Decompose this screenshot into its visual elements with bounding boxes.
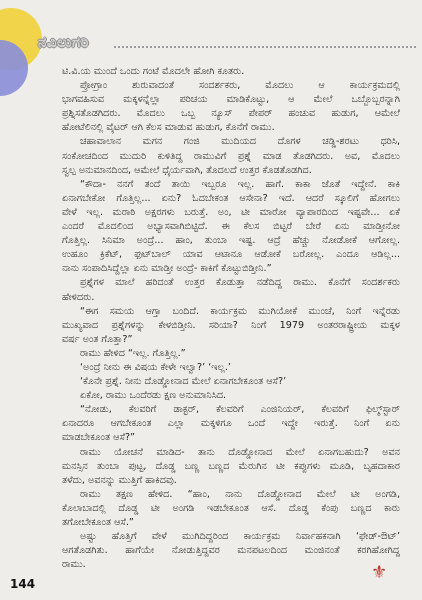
text-line: ‘ಅಂದ್ರೆ ನೀನು ಈ ವಿಷಯ ಕೇಳೇ ಇಲ್ವಾ?’ ‘ಇಲ್ಲ.’ (80, 361, 231, 373)
text-line: ಚಹಾವಾಲಾನ ಮಗನ ಗಂಜಿ ಮುದಿಯದ ದೊಗಳ ಚಡ್ಡಿ-ಶರಟು ಧರಿಸಿ, (80, 136, 400, 148)
text-line: ಮಾಡಬೇಕೂಂತ ಆಸೆ?” (62, 432, 136, 444)
text-line: ಹೋಟೆಲಿನಲ್ಲಿ ವೈಟರ್ ಆಗಿ ಕೆಲಸ ಮಾಡುವ ಹುಡುಗ, ಕೊನೆಗೆ ರಾಮು. (62, 122, 275, 134)
text-line: ಅಷ್ಟು ಹೊತ್ತಿಗೆ ವೇಳೆ ಮುಗಿದಿದ್ದರಿಂದ ಕಾರ್ಯಕ್ರಮ ನಿರ್ವಾಹಕನಾಗಿ ‘ಫೇಡ್-ಔಟ್’ (80, 531, 400, 543)
text-line: ಹೇಳಿದರು. (62, 291, 95, 303)
text-line: ರಾಮು. (62, 559, 86, 571)
fleur-de-lis-icon (371, 564, 387, 582)
text-line: ಭಾಗವಹಿಸುವ ಮಕ್ಕಳನ್ನೆಲ್ಲಾ ಪರಿಚಯ ಮಾಡಿಕೊಟ್ಟು, ಆ ಮೇಲೆ ಒಬ್ಬೊಬ್ಬರನ್ನಾಗಿ (62, 94, 400, 106)
text-line: ಎಂದರೆ ಮೊದಲಿಂದ ಅಭ್ಯಾಸವಾಗಿಬಿಟ್ಟಿದೆ. ಈ ಕೆಲಸ ಬಿಟ್ಟರೆ ಬೇರೆ ಏನು ಮಾಡ್ತೀನೋ (62, 221, 400, 233)
text-line: ಮನಸ್ಸಿನ ತುಂಬಾ ಪುಟ್ಟ, ದೊಡ್ಡ ಬಣ್ಣ ಬಣ್ಣದ ಮೆರುಗಿನ ಟೀ ಕಪ್ಪುಗಳು ಮೂಡಿ, ಬೃಹದಾಕಾರ (62, 460, 400, 472)
text-line: ತಳೆದು, ಅವನನ್ನು ಮುತ್ತಿಗೆ ಹಾಕಿದವು. (62, 474, 177, 486)
text-line: ಸ್ವಲ್ಪ ಅನುಮಾನದಿಂದ, ಆಮೇಲೆ ಧೈರ್ಯವಾಗಿ, ತೊದಲದೆ ಉತ್ತರ ಕೊಡತೊಡಗಿದ. (62, 164, 312, 176)
text-line: ರಾಮು ಹೇಳಿದ “ಇಲ್ಲ. ಗೊತ್ತಿಲ್ಲ.” (80, 347, 186, 359)
text-line: ಕೊಲಾಬಾದಲ್ಲಿ ದೊಡ್ಡ ಟೀ ಅಂಗಡಿ ಇಡಬೇಕೂಂತ ಆಸೆ. ದೊಡ್ಡ ಕೆಂಪು ಬಣ್ಣದ ಕಾರು (62, 502, 400, 514)
text-line: ‘ಕೊನೇ ಪ್ರಶ್ನೆ. ನೀನು ದೊಡ್ಡೋನಾದ ಮೇಲೆ ಏನಾಗಬೇಕೂಂತ ಆಸೆ?’ (80, 376, 287, 388)
text-line: ಏಕೋ, ರಾಮು ಒಂದೆರಡು ಕ್ಷಣ ಅನುಮಾನಿಸಿದ. (80, 390, 227, 402)
text-line: ಏನಾಗಬೇಕೋ ಗೊತ್ತಿಲ್ಲ... ಏನು? ಓದಬೇಕಂತ ಆಸೇನಾ? ಇದೆ. ಆದರೆ ಸ್ಕೂಲಿಗೆ ಹೋಗಲು (62, 192, 400, 204)
text-line: ರಾಮು ತಕ್ಷಣ ಹೇಳಿದ. “ಹಾಂ, ನಾನು ದೊಡ್ಡೋನಾದ ಮೇಲೆ ಟೀ ಅಂಗಡಿ, (80, 488, 400, 500)
text-line: ಪ್ರಶ್ನಿಸತೊಡಗಿದರು. ಮೊದಲು ಒಬ್ಬ ನ್ಯೂಸ್ ಪೇಪರ್ ಹಂಚುವ ಹುಡುಗ, ಆಮೇಲೆ (62, 108, 400, 120)
text-line: ಮುಖ್ಯವಾದ ಪ್ರಶ್ನೆಗಳನ್ನು ಕೇಳಬಿಡ್ತೀನಿ. ಸರಿಯಾ? ನಿಂಗೆ 1979 ಅಂತರರಾಷ್ಟ್ರೀಯ ಮಕ್ಕಳ (62, 319, 400, 331)
text-line: ರಾಮು ಯೋಚನೆ ಮಾಡಿದ- ತಾನು ದೊಡ್ಡೋನಾದ ಮೇಲೆ ಏನಾಗಬಹುದು? ಅವನ (80, 446, 400, 458)
text-line: ಗೊತ್ತಿಲ್ಲ. ಸಿನಿಮಾ ಅಂದ್ರೆ... ಹಾಂ, ತುಂಬಾ ಇಷ್ಟ. ಆದ್ರೆ ಹೆಚ್ಚು ನೋಡೋಕೆ ಆಗೋಲ್ಲ. (62, 235, 400, 247)
text-line: ಉಹೂಂ ಕ್ರಿಕೆಟ್, ಫುಟ್‌ಬಾಲ್ ಯಾವ ಆಟಾನೂ ಆಡೋಕೆ ಬರೋಲ್ಲ. ಎಂದೂ ಆಡಿಲ್ಲ... (62, 249, 400, 261)
header-dotted-rule (114, 46, 416, 48)
text-line: “ಈಗ ಸಮಯ ಆಗ್ತಾ ಬಂದಿದೆ. ಕಾರ್ಯಕ್ರಮ ಮುಗಿಯೋಕೆ ಮುಂಚೆ, ನಿಂಗೆ ಇನ್ನೆರಡು (80, 305, 400, 317)
text-line: ತಗೋಬೇಕೂಂತ ಆಸೆ.” (62, 517, 134, 528)
text-line: “ಕೌದಾ- ನನಗೆ ತಂದೆ ತಾಯಿ ಇಬ್ಬರೂ ಇಲ್ಲ. ಹಾಗೆ. ಕಾಕಾ ಜೊತೆ ಇದ್ದೇನೆ. ಕಾಕಿ (80, 178, 400, 190)
text-line: ಆಗತೊಡಗಿತು. ಹಾಗೆಯೇ ನೋಡುತ್ತಿದ್ದವರ ಮನಪಟಲದಿಂದ ಮಂಜಿನಂತೆ ಕರಗಿಹೋಗಿದ್ದ (62, 545, 400, 557)
text-line: ವೇಳೆ ಇಲ್ಲ. ಮರಾಠಿ ಅಕ್ಷರಗಳು ಬರುತ್ತೆ. ಅಂ, ಟೀ ಮಾರೋ ವ್ಯಾಪಾರದಿಂದ ಇಷ್ಟವೇ... ಏಕೆ (62, 206, 400, 218)
text-line: ಏನಾದರೂ ಆಗಬೇಕೂಂತ ಎಲ್ಲಾ ಮಕ್ಕಳಿಗೂ ಒಂದೆ ಇದ್ದೇ ಇರುತ್ತೆ. ನಿಂಗೆ ಏನು (62, 418, 400, 430)
page-number: 144 (10, 577, 36, 591)
text-line: ಪ್ರಶ್ನೆಗಳ ಮಾಲೆ ಹರಿದಂತೆ ಉತ್ತರ ಕೊಡುತ್ತಾ ನಡೆದಿದ್ದ ರಾಮು. ಕೊನೆಗೆ ಸಂದರ್ಶಕರು (80, 277, 400, 289)
text-line: ಸಂಕೋಚದಿಂದ ಮುದುರಿ ಕುಳಿತಿದ್ದ ರಾಮುವಿಗೆ ಪ್ರಶ್ನೆ ಮಾಡ ತೊಡಗಿದರು. ಅವ, ಮೊದಲು (62, 150, 400, 162)
text-line: ಟಿ.ವಿ.ಯ ಮುಂದೆ ಒಂದು ಗಂಟೆ ಮೊದಲೇ ಹೋಗಿ ಕೂತರು. (62, 66, 245, 77)
text-line: ವರ್ಷ ಅಂತ ಗೊತ್ತಾ?” (62, 333, 133, 345)
running-header-title: ನವಿಲುಗರಿ (38, 33, 90, 51)
body-text (62, 65, 400, 572)
text-line: “ನೋಡು, ಕೆಲವರಿಗೆ ಡಾಕ್ಟರ್, ಕೆಲವರಿಗೆ ಎಂಜಿನಿಯರ್, ಕೆಲವರಿಗೆ ಫಿಲ್ಮ್‌ಸ್ಟಾರ್ (80, 404, 400, 416)
text-line: ಪ್ರೋಗ್ರಾಂ ಶುರುವಾದಂತೆ ಸಂದರ್ಶಕರು, ಮೊದಲು ಆ ಕಾರ್ಯಕ್ರಮದಲ್ಲಿ (80, 80, 400, 92)
text-line: ನಾನು ಸಂಪಾದಿಸಿದ್ದೆಲ್ಲಾ ಏನು ಮಾಡ್ತೀ ಅಂದ್ರೆ- ಕಾಕಿಗೆ ಕೊಟ್ಟುಬಿಡ್ತೀನಿ.” (62, 263, 272, 275)
